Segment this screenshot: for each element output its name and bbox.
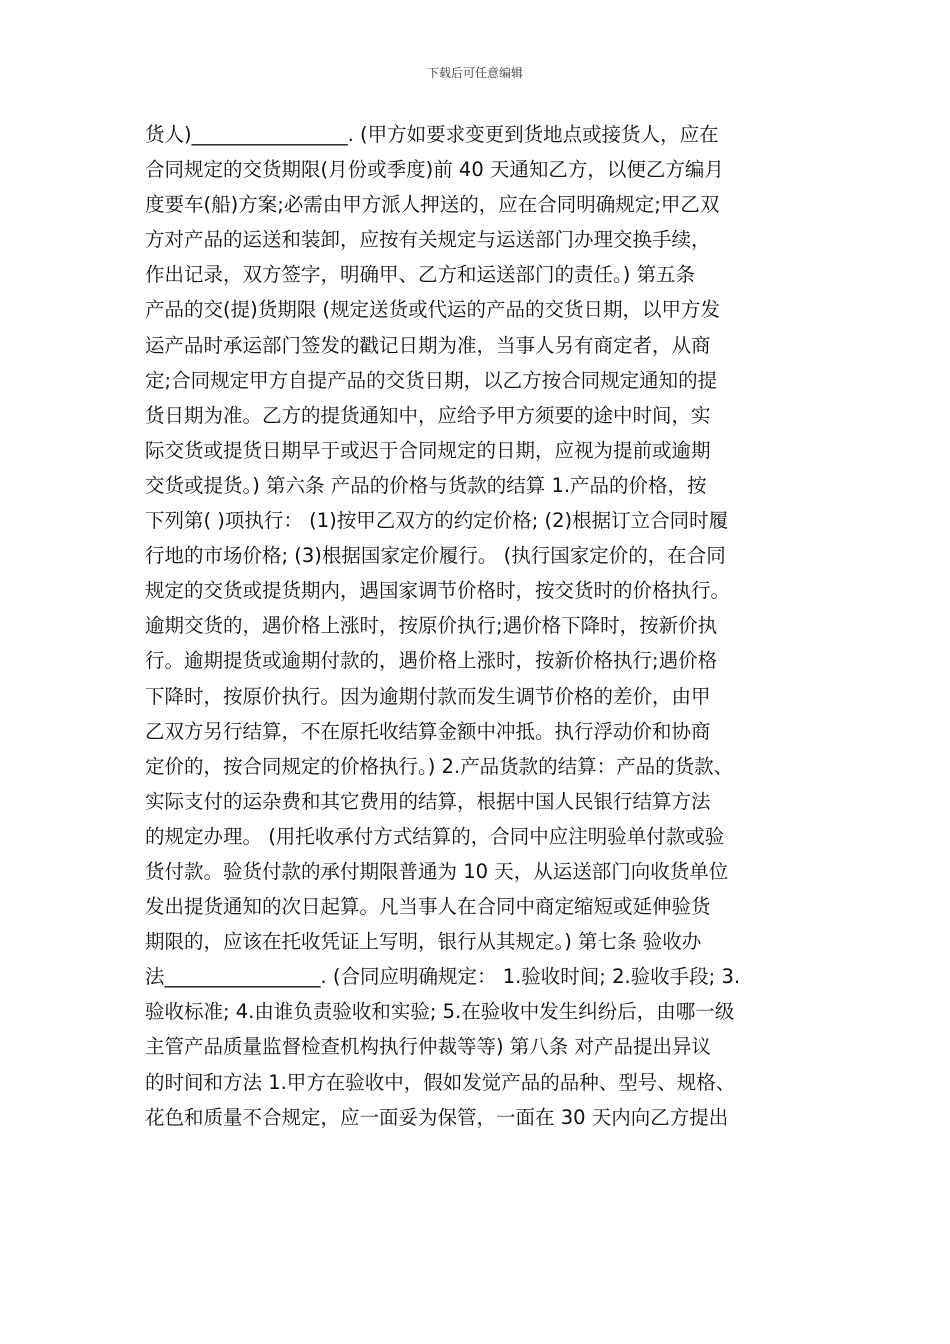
body-line: 作出记录，双方签字，明确甲、乙方和运送部门的责任。) 第五条 (145, 263, 696, 287)
body-line: 度要车(船)方案;必需由甲方派人押送的，应在合同明确规定;甲乙双 (145, 193, 720, 217)
contract-body-text (145, 117, 815, 1135)
body-line: 乙双方另行结算，不在原托收结算金额中冲抵。执行浮动价和协商 (145, 719, 711, 743)
body-line: 的规定办理。 (用托收承付方式结算的，合同中应注明验单付款或验 (145, 824, 725, 848)
body-line: 验收标准; 4.由谁负责验收和实验; 5.在验收中发生纠纷后，由哪一级 (145, 1000, 735, 1024)
body-line: 行。逾期提货或逾期付款的，遇价格上涨时，按新价格执行;遇价格 (145, 649, 718, 673)
body-line: 下降时，按原价执行。因为逾期付款而发生调节价格的差价，由甲 (145, 684, 711, 708)
body-line: 花色和质量不合规定，应一面妥为保管，一面在 30 天内向乙方提出 (145, 1105, 729, 1129)
body-line: 行地的市场价格; (3)根据国家定价履行。 (执行国家定价的，在合同 (145, 544, 726, 568)
body-line: 法________________. (合同应明确规定： 1.验收时间; 2.验收手段; 3. (145, 965, 741, 989)
body-line: 发出提货通知的次日起算。凡当事人在合同中商定缩短或延伸验货 (145, 895, 711, 919)
body-line: 主管产品质量监督检查机构执行仲裁等等) 第八条 对产品提出异议 (145, 1035, 712, 1059)
body-line: 定价的，按合同规定的价格执行。) 2.产品货款的结算：产品的货款、 (145, 754, 734, 778)
body-line: 货付款。验货付款的承付期限普通为 10 天，从运送部门向收货单位 (145, 859, 729, 883)
body-line: 产品的交(提)货期限 (规定送货或代运的产品的交货日期，以甲方发 (145, 298, 721, 322)
body-line: 际交货或提货日期早于或迟于合同规定的日期，应视为提前或逾期 (145, 438, 711, 462)
body-line: 实际支付的运杂费和其它费用的结算，根据中国人民银行结算方法 (145, 789, 711, 813)
body-line: 期限的，应该在托收凭证上写明，银行从其规定。) 第七条 验收办 (145, 930, 702, 954)
page-header: 下载后可任意编辑 (426, 66, 523, 80)
body-line: 货日期为准。乙方的提货通知中，应给予甲方须要的途中时间，实 (145, 403, 711, 427)
body-line: 定;合同规定甲方自提产品的交货日期，以乙方按合同规定通知的提 (145, 368, 718, 392)
body-line: 合同规定的交货期限(月份或季度)前 40 天通知乙方，以便乙方编月 (145, 158, 724, 182)
body-line: 的时间和方法 1.甲方在验收中，假如发觉产品的品种、型号、规格、 (145, 1070, 736, 1094)
body-line: 运产品时承运部门签发的戳记日期为准，当事人另有商定者，从商 (145, 333, 711, 357)
body-line: 下列第( )项执行： (1)按甲乙双方的约定价格; (2)根据订立合同时履 (145, 509, 729, 533)
body-line: 方对产品的运送和装卸，应按有关规定与运送部门办理交换手续， (145, 228, 711, 252)
body-line: 规定的交货或提货期内，遇国家调节价格时，按交货时的价格执行。 (145, 579, 731, 603)
body-line: 货人)________________. (甲方如要求变更到货地点或接货人，应在 (145, 123, 719, 146)
body-line: 交货或提货。) 第六条 产品的价格与货款的结算 1.产品的价格，按 (145, 473, 707, 497)
body-line: 逾期交货的，遇价格上涨时，按原价执行;遇价格下降时，按新价执 (145, 614, 718, 638)
